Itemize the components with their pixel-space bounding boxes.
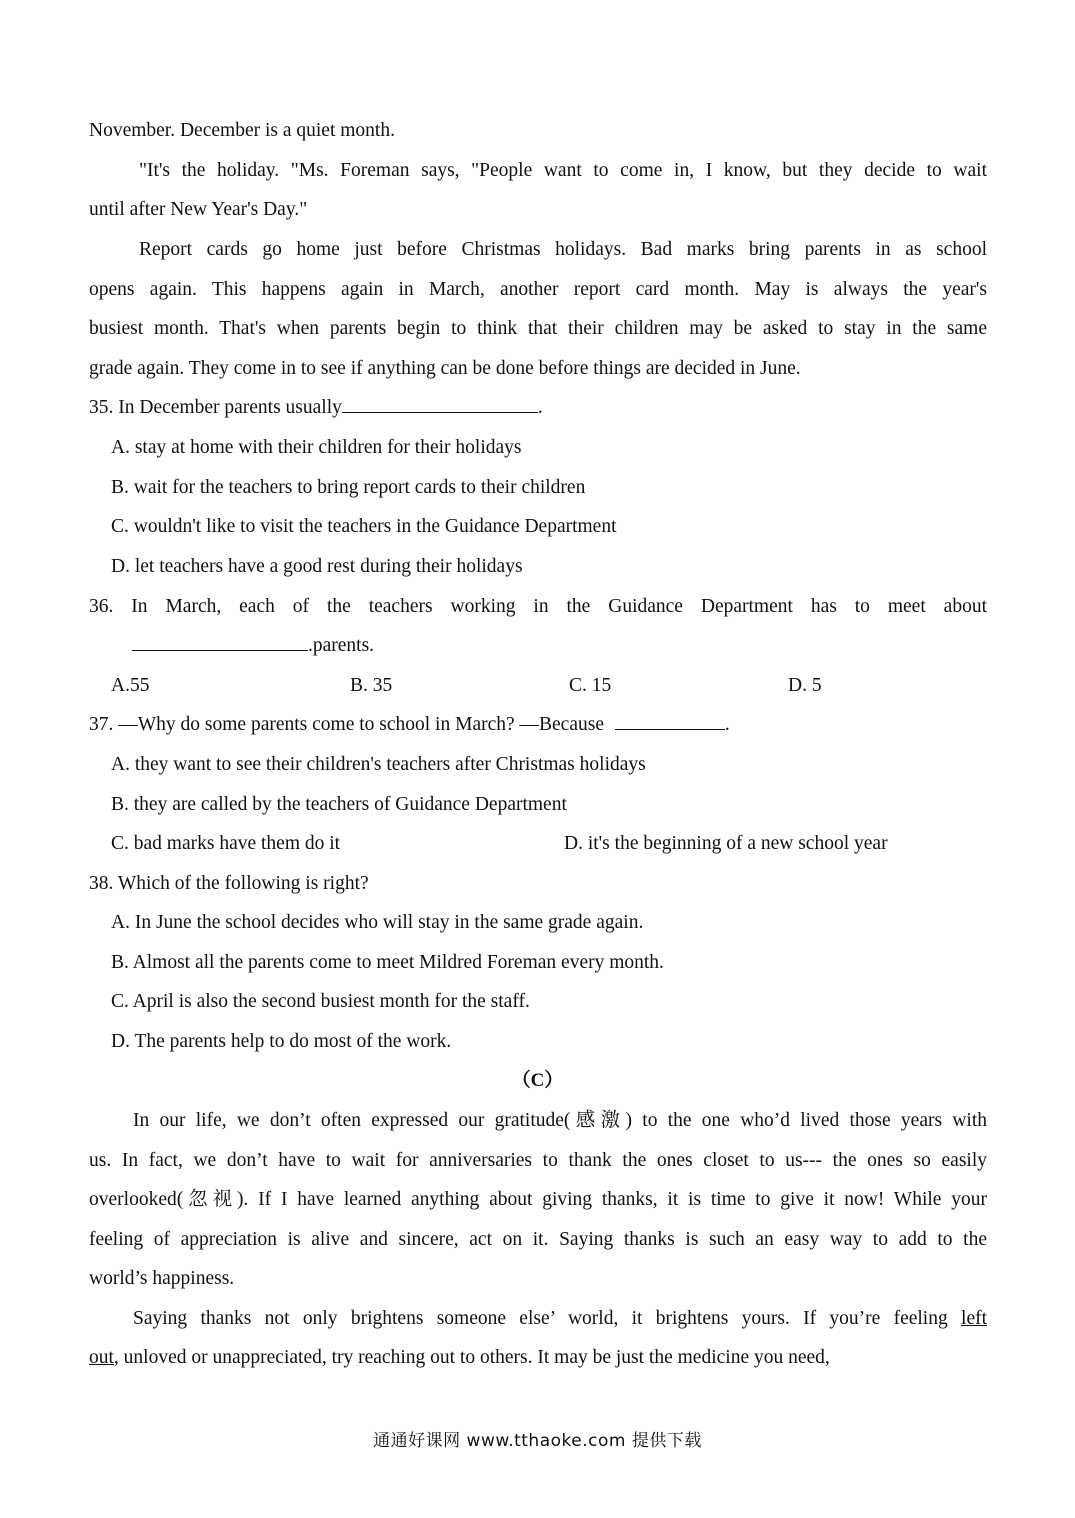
paragraph-line: busiest month. That's when parents begin to think that their children may be asked to stay in the same	[89, 318, 987, 339]
option-d[interactable]: D. it's the beginning of a new school year	[564, 833, 888, 854]
paragraph-line: us. In fact, we don’t have to wait for anniversaries to thank the ones closet to us--- the ones so easily	[89, 1150, 987, 1171]
question-35	[89, 394, 987, 422]
option-c[interactable]: C. bad marks have them do it	[111, 833, 341, 854]
paragraph-line: "It's the holiday. "Ms. Foreman says, "People want to come in, I know, but they decide to wait	[139, 160, 987, 181]
question-end: .	[724, 714, 730, 735]
text-run: Saying thanks not only brightens someone else’ world, it brightens yours. If you’re feeling	[133, 1308, 948, 1329]
paragraph-line	[89, 1344, 987, 1372]
paragraph-line: opens again. This happens again in March, another report card month. May is always the year's	[89, 279, 987, 300]
option-a[interactable]: A.55	[111, 675, 150, 696]
question-36-cont	[132, 632, 1030, 660]
paragraph-line: Report cards go home just before Christmas holidays. Bad marks bring parents in as school	[139, 239, 987, 260]
underlined-phrase: left	[961, 1308, 988, 1329]
question-end: .parents.	[308, 635, 375, 656]
paragraph-line: November. December is a quiet month.	[89, 120, 395, 141]
option-b[interactable]: B. they are called by the teachers of Guidance Department	[111, 794, 567, 815]
question-36-stem: 36. In March, each of the teachers working in the Guidance Department has to meet about	[89, 596, 987, 617]
option-d[interactable]: D. The parents help to do most of the work.	[111, 1031, 452, 1052]
section-heading: （C）	[511, 1070, 564, 1091]
option-c[interactable]: C. wouldn't like to visit the teachers in the Guidance Department	[111, 516, 617, 537]
answer-blank[interactable]	[342, 394, 538, 413]
option-b[interactable]: B. wait for the teachers to bring report cards to their children	[111, 477, 586, 498]
option-b[interactable]: B. Almost all the parents come to meet Mildred Foreman every month.	[111, 952, 664, 973]
paragraph-line: until after New Year's Day."	[89, 199, 308, 220]
option-b[interactable]: B. 35	[350, 675, 393, 696]
option-a[interactable]: A. they want to see their children's teachers after Christmas holidays	[111, 754, 646, 775]
paragraph-line: overlooked(忽视). If I have learned anything about giving thanks, it is time to give it now! While your	[89, 1189, 987, 1210]
text-run: , unloved or unappreciated, try reaching out to others. It may be just the medicine you need,	[113, 1347, 830, 1368]
option-d[interactable]: D. let teachers have a good rest during their holidays	[111, 556, 523, 577]
answer-blank[interactable]	[615, 711, 725, 730]
underlined-phrase: out	[89, 1347, 114, 1368]
question-37	[89, 711, 987, 739]
page-footer: 通通好课网 www.tthaoke.com 提供下载	[373, 1431, 702, 1451]
option-c[interactable]: C. 15	[569, 675, 612, 696]
option-a[interactable]: A. In June the school decides who will stay in the same grade again.	[111, 912, 644, 933]
question-end: .	[537, 397, 543, 418]
option-a[interactable]: A. stay at home with their children for their holidays	[111, 437, 522, 458]
answer-blank[interactable]	[132, 632, 308, 651]
paragraph-line	[133, 1305, 987, 1333]
question-38-stem: 38. Which of the following is right?	[89, 873, 369, 894]
option-c[interactable]: C. April is also the second busiest month for the staff.	[111, 991, 530, 1012]
paragraph-line: In our life, we don’t often expressed our gratitude(感激) to the one who’d lived those years with	[133, 1110, 987, 1131]
paragraph-line: grade again. They come in to see if anything can be done before things are decided in June.	[89, 358, 801, 379]
question-stem: 35. In December parents usually	[89, 397, 342, 418]
option-d[interactable]: D. 5	[788, 675, 822, 696]
paragraph-line: world’s happiness.	[89, 1268, 235, 1289]
question-stem: 37. —Why do some parents come to school in March? —Because	[89, 714, 604, 735]
paragraph-line: feeling of appreciation is alive and sincere, act on it. Saying thanks is such an easy way to add to the	[89, 1229, 987, 1250]
